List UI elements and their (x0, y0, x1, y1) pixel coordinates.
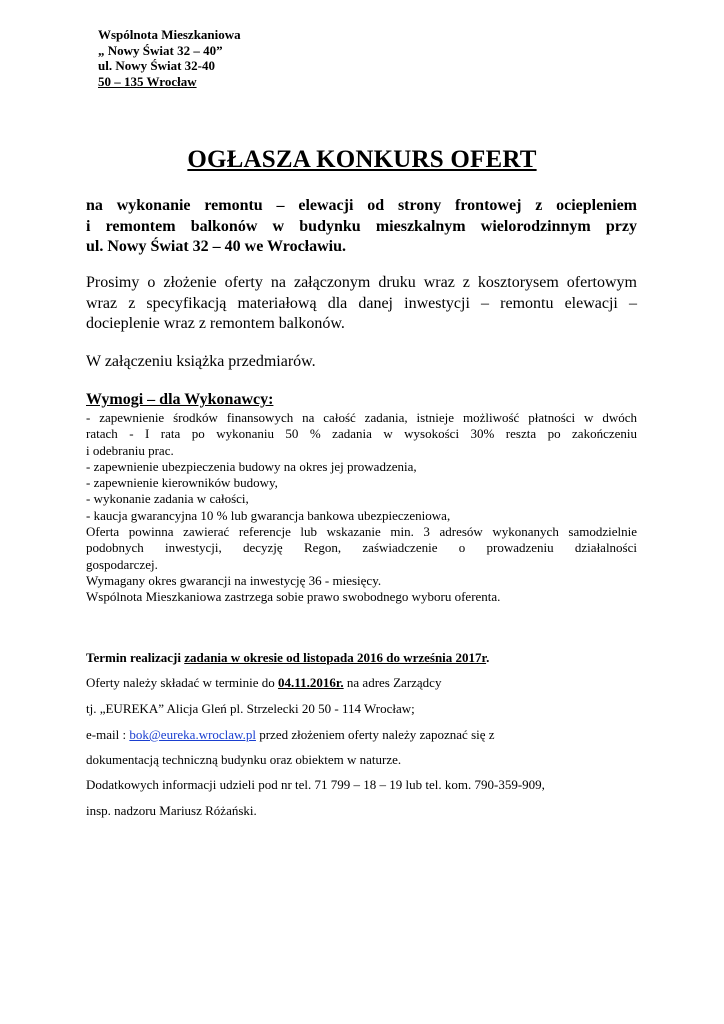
sender-header (98, 27, 241, 89)
requirements-list (86, 410, 637, 606)
email-line (86, 727, 495, 743)
requirement-line: Oferta powinna zawierać referencje lub wskazanie min. 3 adresów wykonanych samodzielnie (86, 524, 637, 540)
contact-info: Dodatkowych informacji udzieli pod nr tel. 71 799 – 18 – 19 lub tel. kom. 790-359-909, (86, 777, 545, 792)
request-line: wraz z specyfikacją materiałową dla danej inwestycji – remontu elewacji – (86, 294, 637, 312)
offers-suffix: na adres Zarządcy (343, 675, 442, 690)
offers-prefix: Oferty należy składać w terminie do (86, 675, 279, 690)
requirement-line: - wykonanie zadania w całości, (86, 491, 249, 507)
manager-address: tj. „EUREKA” Alicja Gleń pl. Strzelecki 20 50 - 114 Wrocław; (86, 701, 415, 716)
subject-line: i remontem balkonów w budynku mieszkalnym wielorodzinnym przy (86, 217, 637, 235)
offers-date: 04.11.2016r. (278, 675, 344, 690)
realization-term (86, 650, 489, 666)
page-title: OGŁASZA KONKURS OFERT (187, 146, 537, 173)
sender-name: Wspólnota Mieszkaniowa (98, 27, 241, 42)
email-suffix: przed złożeniem oferty należy zapoznać się z (255, 727, 495, 742)
requirement-line: gospodarczej. (86, 556, 158, 572)
email-link[interactable]: bok@eureka.wroclaw.pl (129, 727, 256, 742)
realization-label: Termin realizacji (86, 650, 185, 665)
inspector-name: insp. nadzoru Mariusz Różański. (86, 803, 257, 818)
requirement-line: Wspólnota Mieszkaniowa zastrzega sobie prawo swobodnego wyboru oferenta. (86, 589, 501, 605)
attachment-note: W załączeniu książka przedmiarów. (86, 353, 316, 370)
requirement-line: ratach - I rata po wykonaniu 50 % zadania w wysokości 30% reszta po zakończeniu (86, 426, 637, 442)
requirement-line: - zapewnienie ubezpieczenia budowy na okres jej prowadzenia, (86, 458, 417, 474)
documentation-note: dokumentacją techniczną budynku oraz obiektem w naturze. (86, 752, 402, 767)
request-line: docieplenie wraz z remontem balkonów. (86, 315, 345, 332)
offer-request (86, 273, 637, 335)
request-line: Prosimy o złożenie oferty na załączonym druku wraz z kosztorysem ofertowym (86, 274, 637, 291)
requirement-line: - kaucja gwarancyjna 10 % lub gwarancja bankowa ubezpieczeniowa, (86, 507, 451, 523)
sender-street: ul. Nowy Świat 32-40 (98, 58, 216, 73)
tender-subject (86, 196, 637, 258)
realization-period: zadania w okresie od listopada 2016 do września 2017r (184, 650, 487, 665)
requirement-line: - zapewnienie środków finansowych na całość zadania, istnieje możliwość płatności w dwóch (86, 410, 637, 425)
realization-end: . (486, 650, 490, 665)
email-prefix: e-mail : (86, 727, 130, 742)
subject-line: na wykonanie remontu – elewacji od strony frontowej z ociepleniem (86, 197, 637, 214)
requirement-line: Wymagany okres gwarancji na inwestycję 36 - miesięcy. (86, 572, 382, 588)
sender-postcode-city: 50 – 135 Wrocław (98, 73, 197, 89)
requirement-line: i odebraniu prac. (86, 442, 174, 458)
offers-deadline (86, 675, 441, 691)
requirement-line: podobnych inwestycji, decyzję Regon, zaświadczenie o prowadzeniu działalności (86, 540, 637, 556)
subject-line: ul. Nowy Świat 32 – 40 we Wrocławiu. (86, 238, 347, 255)
requirements-heading: Wymogi – dla Wykonawcy: (86, 391, 274, 408)
requirement-line: - zapewnienie kierowników budowy, (86, 475, 278, 491)
sender-community: „ Nowy Świat 32 – 40” (98, 42, 223, 58)
